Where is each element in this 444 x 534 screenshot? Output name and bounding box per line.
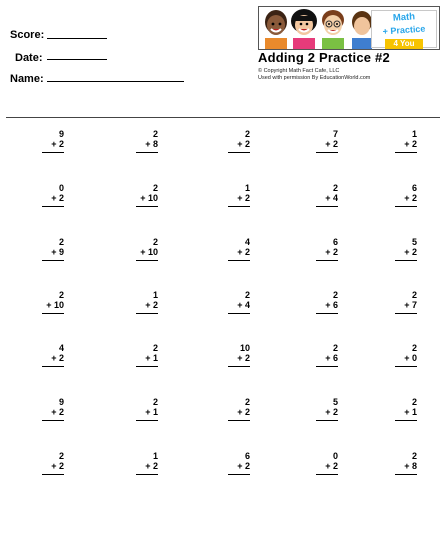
answer-line[interactable] — [395, 366, 417, 367]
answer-line[interactable] — [228, 474, 250, 475]
answer-line[interactable] — [316, 313, 338, 314]
addend-top: 2 — [244, 397, 250, 407]
addend-bottom: + 2 — [237, 247, 250, 257]
problem-r1-c2 — [134, 129, 158, 153]
answer-line[interactable] — [42, 152, 64, 153]
addend-top: 2 — [58, 451, 64, 461]
copyright-line: © Copyright Math Fact Cafe, LLC — [258, 68, 340, 74]
problem-r1-c5 — [393, 129, 417, 153]
answer-line[interactable] — [42, 313, 64, 314]
addend-bottom: + 10 — [140, 193, 158, 203]
addend-bottom: + 2 — [404, 193, 417, 203]
header-banner — [258, 6, 440, 50]
addend-bottom: + 2 — [237, 407, 250, 417]
answer-line[interactable] — [316, 474, 338, 475]
answer-line[interactable] — [136, 206, 158, 207]
problem-r2-c4 — [314, 183, 338, 207]
problem-r4-c1 — [40, 290, 64, 314]
addend-bottom: + 8 — [145, 139, 158, 149]
addend-bottom: + 2 — [51, 461, 64, 471]
answer-line[interactable] — [316, 366, 338, 367]
addend-top: 1 — [152, 451, 158, 461]
addend-bottom: + 0 — [404, 353, 417, 363]
addend-bottom: + 2 — [237, 461, 250, 471]
problem-r4-c2 — [134, 290, 158, 314]
logo-text-4you: 4 You — [385, 39, 423, 49]
addend-top: 2 — [244, 290, 250, 300]
problem-r4-c4 — [314, 290, 338, 314]
addend-top: 2 — [411, 343, 417, 353]
problem-r5-c2 — [134, 343, 158, 367]
addend-bottom: + 4 — [325, 193, 338, 203]
answer-line[interactable] — [136, 366, 158, 367]
answer-line[interactable] — [228, 366, 250, 367]
addend-bottom: + 2 — [145, 300, 158, 310]
addend-bottom: + 2 — [237, 353, 250, 363]
answer-line[interactable] — [395, 152, 417, 153]
addend-top: 0 — [332, 451, 338, 461]
addend-bottom: + 2 — [237, 139, 250, 149]
problem-r2-c5 — [393, 183, 417, 207]
problem-r7-c3 — [226, 451, 250, 475]
addend-top: 7 — [332, 129, 338, 139]
answer-line[interactable] — [316, 260, 338, 261]
addend-top: 4 — [58, 343, 64, 353]
problem-r2-c3 — [226, 183, 250, 207]
score-label: Score: — [10, 29, 45, 41]
addend-top: 2 — [332, 183, 338, 193]
answer-line[interactable] — [42, 420, 64, 421]
addend-bottom: + 1 — [145, 407, 158, 417]
problem-r2-c1 — [40, 183, 64, 207]
problem-r7-c4 — [314, 451, 338, 475]
problem-r6-c3 — [226, 397, 250, 421]
addend-top: 2 — [332, 290, 338, 300]
addend-bottom: + 8 — [404, 461, 417, 471]
addend-top: 5 — [332, 397, 338, 407]
addend-top: 9 — [58, 397, 64, 407]
answer-line[interactable] — [228, 152, 250, 153]
logo-text-practice: + Practice — [382, 23, 426, 37]
addend-bottom: + 2 — [51, 407, 64, 417]
name-field[interactable] — [47, 81, 184, 82]
addend-top: 1 — [244, 183, 250, 193]
answer-line[interactable] — [395, 474, 417, 475]
answer-line[interactable] — [316, 420, 338, 421]
problem-r6-c1 — [40, 397, 64, 421]
addend-bottom: + 10 — [140, 247, 158, 257]
addend-bottom: + 2 — [325, 461, 338, 471]
addend-bottom: + 2 — [145, 461, 158, 471]
problem-r7-c1 — [40, 451, 64, 475]
problem-r3-c1 — [40, 237, 64, 261]
addend-bottom: + 2 — [237, 193, 250, 203]
addend-top: 2 — [152, 343, 158, 353]
problem-r7-c5 — [393, 451, 417, 475]
addend-bottom: + 10 — [46, 300, 64, 310]
addend-top: 2 — [152, 397, 158, 407]
addend-top: 2 — [152, 183, 158, 193]
addend-bottom: + 6 — [325, 353, 338, 363]
addend-top: 2 — [152, 129, 158, 139]
addend-top: 6 — [244, 451, 250, 461]
answer-line[interactable] — [395, 206, 417, 207]
problem-r5-c4 — [314, 343, 338, 367]
addend-bottom: + 9 — [51, 247, 64, 257]
answer-line[interactable] — [42, 474, 64, 475]
logo-text-math: Math — [392, 11, 416, 24]
addend-top: 2 — [332, 343, 338, 353]
addend-top: 9 — [58, 129, 64, 139]
problem-r1-c3 — [226, 129, 250, 153]
addend-bottom: + 7 — [404, 300, 417, 310]
answer-line[interactable] — [136, 313, 158, 314]
math-practice-logo — [371, 10, 437, 48]
addend-bottom: + 2 — [51, 353, 64, 363]
problem-r6-c5 — [393, 397, 417, 421]
addend-top: 2 — [152, 237, 158, 247]
problem-r5-c3 — [226, 343, 250, 367]
problem-r3-c5 — [393, 237, 417, 261]
addend-bottom: + 2 — [325, 247, 338, 257]
addend-top: 2 — [411, 290, 417, 300]
date-label: Date: — [15, 52, 43, 64]
date-field[interactable] — [47, 59, 107, 60]
addend-top: 0 — [58, 183, 64, 193]
problem-r4-c3 — [226, 290, 250, 314]
problem-r1-c4 — [314, 129, 338, 153]
addend-top: 2 — [411, 451, 417, 461]
answer-line[interactable] — [316, 206, 338, 207]
score-field[interactable] — [47, 38, 107, 39]
answer-line[interactable] — [136, 152, 158, 153]
answer-line[interactable] — [395, 420, 417, 421]
addend-top: 1 — [152, 290, 158, 300]
problem-r7-c2 — [134, 451, 158, 475]
addend-top: 1 — [411, 129, 417, 139]
problem-r4-c5 — [393, 290, 417, 314]
answer-line[interactable] — [42, 366, 64, 367]
problem-r3-c4 — [314, 237, 338, 261]
problem-r3-c3 — [226, 237, 250, 261]
addend-bottom: + 2 — [51, 139, 64, 149]
name-label: Name: — [10, 73, 44, 85]
addend-bottom: + 2 — [404, 247, 417, 257]
answer-line[interactable] — [136, 474, 158, 475]
answer-line[interactable] — [42, 206, 64, 207]
divider — [6, 117, 440, 118]
answer-line[interactable] — [42, 260, 64, 261]
addend-bottom: + 6 — [325, 300, 338, 310]
problem-r5-c5 — [393, 343, 417, 367]
permission-line: Used with permission By EducationWorld.com — [258, 75, 371, 81]
addend-bottom: + 2 — [325, 407, 338, 417]
addend-top: 2 — [58, 290, 64, 300]
answer-line[interactable] — [136, 420, 158, 421]
addend-top: 4 — [244, 237, 250, 247]
problem-r6-c2 — [134, 397, 158, 421]
problem-r1-c1 — [40, 129, 64, 153]
addend-top: 5 — [411, 237, 417, 247]
answer-line[interactable] — [228, 420, 250, 421]
answer-line[interactable] — [228, 206, 250, 207]
addend-top: 2 — [58, 237, 64, 247]
answer-line[interactable] — [395, 313, 417, 314]
answer-line[interactable] — [316, 152, 338, 153]
addend-top: 2 — [411, 397, 417, 407]
addend-bottom: + 1 — [145, 353, 158, 363]
answer-line[interactable] — [395, 260, 417, 261]
addend-bottom: + 2 — [51, 193, 64, 203]
worksheet-title: Adding 2 Practice #2 — [258, 50, 390, 65]
answer-line[interactable] — [136, 260, 158, 261]
answer-line[interactable] — [228, 313, 250, 314]
problem-r5-c1 — [40, 343, 64, 367]
problem-r2-c2 — [134, 183, 158, 207]
problem-r3-c2 — [134, 237, 158, 261]
addend-bottom: + 2 — [404, 139, 417, 149]
addend-top: 6 — [411, 183, 417, 193]
addend-bottom: + 1 — [404, 407, 417, 417]
addend-bottom: + 2 — [325, 139, 338, 149]
answer-line[interactable] — [228, 260, 250, 261]
addend-bottom: + 4 — [237, 300, 250, 310]
problem-r6-c4 — [314, 397, 338, 421]
addend-top: 10 — [239, 343, 250, 353]
addend-top: 6 — [332, 237, 338, 247]
addend-top: 2 — [244, 129, 250, 139]
